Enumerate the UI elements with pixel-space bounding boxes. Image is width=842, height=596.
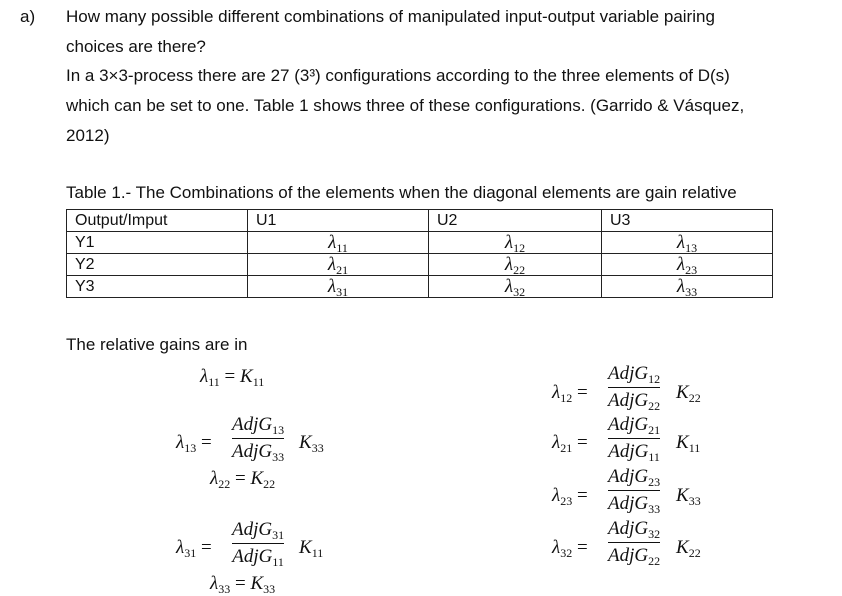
- equation-l13-k: $K_{33}$: [299, 432, 324, 455]
- equation-l23-fraction: AdjG$_{23}$ AdjG$_{33}$: [608, 466, 661, 516]
- table-header-cell: Output/Imput: [67, 210, 248, 232]
- table-cell: $\lambda_{21}$: [248, 254, 429, 276]
- answer-line-3: 2012): [66, 126, 110, 145]
- equation-l22: $\lambda_{22} = K_{22}$: [210, 468, 276, 491]
- combinations-table: [66, 209, 773, 298]
- table-cell: $\lambda_{32}$: [429, 276, 602, 298]
- equation-l23-lhs: $\lambda_{23}$ =: [552, 485, 588, 508]
- equation-l13-fraction: AdjG$_{13}$ AdjG$_{33}$: [232, 414, 285, 464]
- table-cell: $\lambda_{23}$: [602, 254, 773, 276]
- equation-l32-k: $K_{22}$: [676, 537, 701, 560]
- equation-l31-lhs: $\lambda_{31}$ =: [176, 537, 212, 560]
- table-row: [67, 254, 773, 276]
- table-caption: Table 1.- The Combinations of the elements when the diagonal elements are gain relative: [66, 183, 737, 202]
- equation-l23-k: $K_{33}$: [676, 485, 701, 508]
- equation-l12-lhs: $\lambda_{12}$ =: [552, 382, 588, 405]
- gains-intro: The relative gains are in: [66, 335, 248, 354]
- equation-l31-k: $K_{11}$: [299, 537, 324, 560]
- equation-l12-fraction: AdjG$_{12}$ AdjG$_{22}$: [608, 363, 661, 413]
- table-cell: $\lambda_{12}$: [429, 232, 602, 254]
- table-cell: $\lambda_{11}$: [248, 232, 429, 254]
- equation-l21-fraction: AdjG$_{21}$ AdjG$_{11}$: [608, 414, 661, 464]
- table-header-cell: U3: [602, 210, 773, 232]
- equation-l33: $\lambda_{33} = K_{33}$: [210, 573, 276, 596]
- row-label: Y2: [67, 254, 248, 276]
- equation-l12-k: $K_{22}$: [676, 382, 701, 405]
- equation-l31-fraction: AdjG$_{31}$ AdjG$_{11}$: [232, 519, 285, 569]
- table-header-cell: U2: [429, 210, 602, 232]
- table-row: [67, 276, 773, 298]
- equation-l21-lhs: $\lambda_{21}$ =: [552, 432, 588, 455]
- table-row: [67, 232, 773, 254]
- equation-l21-k: $K_{11}$: [676, 432, 701, 455]
- table-header-row: [67, 210, 773, 232]
- answer-line-1: In a 3×3-process there are 27 (3³) configurations according to the three elements of D(s): [66, 66, 730, 85]
- row-label: Y1: [67, 232, 248, 254]
- table-cell: $\lambda_{22}$: [429, 254, 602, 276]
- equation-l32-fraction: AdjG$_{32}$ AdjG$_{22}$: [608, 518, 661, 568]
- table-header-cell: U1: [248, 210, 429, 232]
- question-marker: a): [20, 7, 36, 26]
- question-line-2: choices are there?: [66, 37, 206, 56]
- equation-l32-lhs: $\lambda_{32}$ =: [552, 537, 588, 560]
- question-line-1: How many possible different combinations of manipulated input-output variable pairing: [66, 7, 715, 26]
- table-cell: $\lambda_{13}$: [602, 232, 773, 254]
- table-cell: $\lambda_{31}$: [248, 276, 429, 298]
- equation-l13-lhs: $\lambda_{13}$ =: [176, 432, 212, 455]
- table-cell: $\lambda_{33}$: [602, 276, 773, 298]
- row-label: Y3: [67, 276, 248, 298]
- equation-l11: $\lambda_{11} = K_{11}$: [200, 366, 265, 389]
- answer-line-2: which can be set to one. Table 1 shows three of these configurations. (Garrido & Vásquez,: [66, 96, 745, 115]
